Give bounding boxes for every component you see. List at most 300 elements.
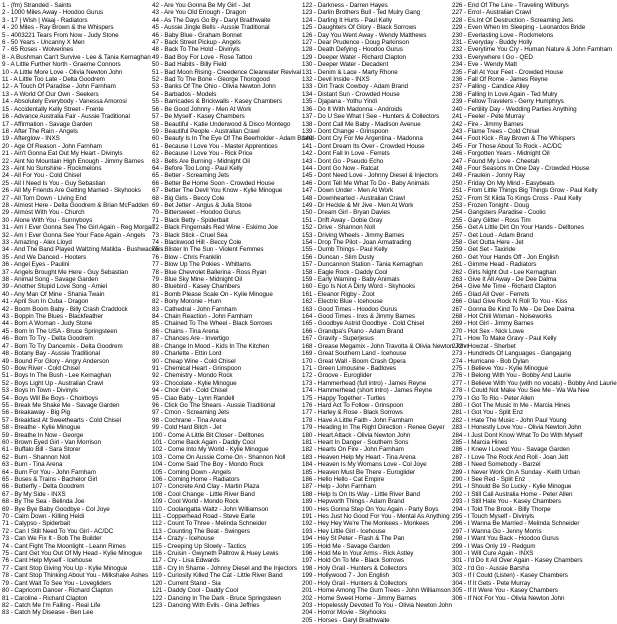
song-entry: 77 - Cant Stop Giving You Up - Kylie Minogue	[2, 564, 128, 572]
song-entry: 20 - Age Of Reason - John Farnham	[2, 142, 102, 150]
song-entry: 280 - I Got The Music In Me - Marcia Hines	[452, 401, 571, 409]
song-entry: 67 - By My Side - INXS	[2, 490, 66, 498]
song-entry: 177 - Harley & Rose - Black Sorrows	[302, 409, 403, 417]
song-entry: 239 - Fellow Travelers - Gerry Humphrys	[452, 98, 564, 106]
song-entry: 149 - Dr Heckle & Mr Jive - Men At Work	[302, 201, 414, 209]
song-entry: 204 - Horror Movie - Skyhooks	[302, 609, 386, 617]
song-entry: 175 - Happy Together - Turtles	[302, 394, 386, 402]
song-entry: 66 - Butterfly - Delta Goodrem	[2, 483, 85, 491]
song-entry: 99 - Cold Hard Bitch - Jet	[152, 424, 222, 432]
song-entry: 277 - I Believe With You (with no vocals) - Bobby And Laurie	[452, 379, 617, 387]
song-entry: 78 - Blue Chevrolet Ballerina - Ross Ryan	[152, 268, 267, 276]
song-entry: 227 - Errol - Australian Crawl	[452, 9, 531, 17]
song-entry: 232 - Everytime You Cry - Human Nature & John Farnham	[452, 46, 613, 54]
song-entry: 61 - Buffalo Bill - Sara Storer	[2, 446, 81, 454]
song-entry: 238 - Falling In Love Again - Ted Mulry	[452, 90, 558, 98]
song-entry: 143 - Dont Go - Pseudo Echo	[302, 157, 384, 165]
song-entry: 39 - Another Stupid Love Song - Amiel	[2, 283, 107, 291]
song-entry: 278 - I Could Not Make You See Me - Wa Wa Nee	[452, 387, 590, 395]
song-entry: 23 - Aint No Sunshine - Rockmelons	[2, 164, 102, 172]
song-entry: 158 - Eagle Rock - Daddy Cool	[302, 268, 388, 276]
song-entry: 59 - Breathe In Now - George	[2, 431, 84, 439]
song-entry: 111 - Copperhead Road - Steve Earle	[152, 513, 256, 521]
song-entry: 192 - Hey Hey We're The Monkees - Monkees	[302, 520, 430, 528]
song-entry: 88 - Change In Mood - Kids In The Kitchen	[152, 342, 270, 350]
song-entry: 159 - Early Warning - Baby Animals	[302, 276, 400, 284]
song-entry: 155 - Dumb Things - Paul Kelly	[302, 246, 388, 254]
song-entry: 63 - Bells Are Burning - Midnight Oil	[152, 157, 250, 165]
song-entry: 104 - Come Said The Boy - Mondo Rock	[152, 461, 264, 469]
song-entry: 264 - Give Me Time - Richard Clapton	[452, 283, 556, 291]
song-entry: 199 - Hollywood 7 - Jon English	[302, 572, 390, 580]
song-entry: 32 - Am I Ever Gonna See Your Face Again - Angels	[2, 231, 146, 239]
song-entry: 286 - I Knew I Loved You - Savage Garden	[452, 446, 570, 454]
song-entry: 243 - Flame Trees - Cold Chisel	[452, 127, 540, 135]
song-entry: 1 - (fm) Stranded - Saints	[2, 2, 72, 9]
song-entry: 294 - I Told The Brook - Billy Thorpe	[452, 505, 551, 513]
song-entry: 140 - Dont Cry For Me Argentina - Madonna	[302, 135, 423, 143]
song-entry: 251 - From Little Things Big Things Grow - Paul Kelly	[452, 187, 598, 195]
song-entry: 255 - Gary Glitter - Ross Tim	[452, 216, 531, 224]
song-entry: 90 - Cheap Wine - Cold Chisel	[152, 357, 236, 365]
song-entry: 102 - Come Into My World - Kylie Minogue	[152, 446, 269, 454]
song-entry: 139 - Dont Change - Grinspoon	[302, 127, 389, 135]
song-entry: 262 - Girls Night Out - Lee Kernaghan	[452, 268, 557, 276]
song-entry: 126 - Day You Went Away - Wendy Matthews	[302, 31, 427, 39]
song-entry: 96 - Click Go The Shears - Aussie Traditional	[152, 401, 276, 409]
song-entry: 11 - A Little Too Late - Delta Goodrem	[2, 76, 105, 84]
song-entry: 300 - I Will Cure Again - INXS	[452, 550, 534, 558]
song-entry: 30 - Alone With You - Sunnyboys	[2, 216, 93, 224]
song-entry: 292 - I Still Call Australia Home - Peter Allen	[452, 490, 573, 498]
song-entry: 135 - Djapana - Yothu Yindi	[302, 98, 377, 106]
song-entry: 129 - Deeper Water - Richard Clapton	[302, 53, 407, 61]
song-entry: 72 - Can I Still Need To You Girl - AC/DC	[2, 527, 114, 535]
song-entry: 128 - Death Defying - Hoodoo Gurus	[302, 46, 403, 54]
song-entry: 186 - Hello Hello - Cat Empire	[302, 476, 385, 483]
song-entry: 86 - Chains - Tina Arena	[152, 327, 219, 335]
song-entry: 244 - Foot Kick - Ray Brown & The Whispers	[452, 135, 576, 143]
song-entry: 121 - Daddy Cool - Daddy Cool	[152, 587, 239, 595]
song-entry: 256 - Get A Little Dirt On Your Hands - Delltones	[452, 224, 584, 232]
song-entry: 74 - Blackwood Hill - Beccy Cole	[152, 239, 242, 246]
song-entry: 168 - Grease Megamix - John Travolta & Olivia Newton John	[302, 342, 469, 350]
song-entry: 6 - 50 Years - Uncanny X Men	[2, 39, 85, 47]
song-entry: 47 - Born To Try Dancemix - Delta Goodrem	[2, 342, 123, 350]
song-entry: 36 - Angel Eyes - Paulini	[2, 261, 70, 269]
song-entry: 189 - Hepworth Things - Adam Brand	[302, 498, 405, 506]
song-entry: 19 - Afterglow - INXS	[2, 135, 60, 143]
song-entry: 296 - I Wanna Be Married - Melinda Schneider	[452, 520, 580, 528]
song-entry: 190 - Hes Gonna Step On You Again - Party Boys	[302, 505, 439, 513]
song-entry: 34 - And The Band Played Waltzing Matilda - Bushwackers	[2, 246, 164, 254]
song-entry: 249 - Fraulein - Jonny Ray	[452, 172, 525, 180]
song-entry: 281 - I Got You - Split Enz	[452, 409, 524, 417]
song-entry: 176 - Hard Act To Follow - Grinspoon	[302, 401, 404, 409]
song-entry: 134 - Distant Sun - Crowded House	[302, 90, 400, 98]
song-entry: 285 - I Marcia Hines	[452, 438, 508, 446]
song-entry: 156 - Duncan - Slim Dusty	[302, 253, 375, 261]
song-entry: 55 - Barricades & Brickwalls - Kasey Chambers	[152, 98, 283, 106]
song-entry: 229 - Even When Im Sleeping - Leonardos Bride	[452, 24, 586, 32]
song-entry: 65 - Better - Screaming Jets	[152, 172, 229, 180]
song-entry: 246 - Forgotten Years - Midnight Oil	[452, 150, 550, 158]
song-entry: 191 - Hes Just No Good For You - Mental As Anything	[302, 513, 450, 521]
song-entry: 164 - Good Times - Inxs & Jimmy Barnes	[302, 313, 415, 321]
song-entry: 267 - Gonna Be Kind To Me - De Dee Dalma	[452, 305, 575, 313]
song-entry: 45 - Aussie Jingle Bells - Aussie Traditional	[152, 24, 270, 32]
song-entry: 97 - Cmon - Screaming Jets	[152, 409, 230, 417]
song-entry: 197 - Hold On To Me - Black Sorrows	[302, 557, 405, 565]
song-entry: 43 - Are You Old Enough - Dragon	[152, 9, 246, 17]
song-entry: 58 - Breathe - Kylie Minogue	[2, 424, 81, 432]
song-entry: 266 - Glad Give Rock N Roll To You - Kiss	[452, 298, 568, 306]
song-entry: 37 - Angels Brought Me Here - Guy Sebastian	[2, 268, 128, 276]
song-entry: 183 - Heaven Help My Heart - Tina Arena	[302, 453, 416, 461]
song-entry: 195 - Hold Me - Savage Garden	[302, 542, 390, 550]
song-entry: 265 - Glad All Over - Ferrets	[452, 290, 530, 298]
song-entry: 113 - Counting The Beat - Swingers	[152, 527, 250, 535]
song-entry: 17 - Affirmation - Savage Garden	[2, 120, 93, 128]
song-entry: 8 - A Bushman Can't Survive - Lee & Tania Kernaghan	[2, 53, 151, 61]
song-entry: 100 - Come A Little Bit Closer - Delltones	[152, 431, 264, 439]
song-entry: 94 - Choir Girl - Cold Chisel	[152, 387, 228, 395]
song-entry: 57 - Breakfast At Sweethearts - Cold Chisel	[2, 416, 121, 424]
song-entry: 133 - Dirt Track Cowboy - Adam Brand	[302, 83, 408, 91]
song-entry: 66 - Better Be Home Soon - Crowded House	[152, 179, 275, 187]
song-entry: 48 - Back To The Hold - Divinyls	[152, 46, 240, 54]
song-entry: 50 - Bad Habits - Billy Field	[152, 61, 227, 69]
song-entry: 95 - Ciao Baby - Lynn Randell	[152, 394, 235, 402]
song-entry: 198 - Holy Grail - Hunters & Collectors	[302, 564, 408, 572]
song-entry: 119 - Curiosity Killed The Cat - Little River Band	[152, 572, 283, 580]
song-entry: 142 - Dont Fall In Love - Ferrets	[302, 150, 390, 158]
song-entry: 165 - Goodbye Astrid Goodbye - Cold Chisel	[302, 320, 425, 328]
song-entry: 172 - Groove - Euroglider	[302, 372, 372, 380]
song-entry: 71 - Black Betty - Spiderbait	[152, 216, 229, 224]
song-entry: 70 - Bittersweet - Hoodoo Gurus	[152, 209, 241, 217]
song-entry: 145 - Dont Need Love - Johnny Diesel & Injectors	[302, 172, 438, 180]
song-entry: 76 - Blow - Chris Franklin	[152, 253, 222, 261]
song-entry: 187 - Help - John Farnham	[302, 483, 376, 491]
song-entry: 110 - Coolangatta Waltz - John Williamson	[152, 505, 269, 513]
song-entry: 293 - I Still Hate You - Kasey Chambers	[452, 498, 562, 506]
song-entry: 81 - Bomb Please Scale On - Kylie Minogue	[152, 290, 273, 298]
song-entry: 103 - Come On Aussie Come On - Shannon Noll	[152, 453, 286, 461]
song-entry: 194 - Hey St Peter - Flash & The Pan	[302, 535, 405, 543]
song-entry: 283 - I Honestly Love You - Olivia Newton John	[452, 424, 582, 432]
song-entry: 272 - Howzat - Sherbet	[452, 342, 516, 350]
song-entry: 146 - Dont Tell Me What To Do - Baby Animals	[302, 179, 430, 187]
song-entry: 257 - Get Loud - Adam Brand	[452, 231, 533, 239]
song-entry: 82 - Bony Moronie - Hurn	[152, 298, 222, 306]
song-entry: 80 - Capricorn Dancer - Richard Clapton	[2, 587, 113, 595]
song-entry: 202 - Home Sweet Home - Jimmy Barnes	[302, 594, 417, 602]
song-entry: 295 - I Touch Myself - Divinyls	[452, 513, 534, 521]
song-entry: 51 - Bad Moon Rising - Creedence Clearwater Revival	[152, 68, 301, 76]
song-entry: 69 - Bet Jetter - Angus & Julia Stone	[152, 201, 252, 209]
song-entry: 268 - Hot Chili Woman - Noiseworks	[452, 313, 552, 321]
song-entry: 107 - Concrete And Clay - Martin Plaza	[152, 483, 260, 491]
song-entry: 263 - Give It All Away - De Dee Dalma	[452, 276, 557, 284]
song-entry: 170 - Great Wall - Boom Crash Opera	[302, 357, 406, 365]
song-entry: 78 - Cant Stop Thinking About You - Milkshake Ashes	[2, 572, 149, 580]
song-entry: 123 - Dancing With Evils - Gina Jeffries	[152, 601, 260, 609]
song-entry: 188 - Help Is On Its Way - Little River Band	[302, 490, 420, 498]
song-entry: 253 - Frozen Tonight - Doug	[452, 201, 529, 209]
song-entry: 178 - Have A Little Faith - John Farnham	[302, 416, 414, 424]
song-entry: 242 - Fire - Jimmy Barnes	[452, 120, 524, 128]
song-entry: 22 - Aint No Mountain High Enough - Jimmy Barnes	[2, 157, 144, 165]
song-entry: 298 - I Want You Back - Hoodoo Gurus	[452, 535, 559, 543]
song-entry: 182 - Hearts On Fire - John Farnham	[302, 446, 404, 454]
song-entry: 122 - Darkness - Darren Hayes	[302, 2, 388, 9]
song-entry: 231 - Everyday - Buddy Holly	[452, 39, 533, 47]
song-entry: 205 - Horses - Daryl Braithwaite	[302, 616, 390, 624]
song-entry: 235 - Fall At Your Feet - Crowded House	[452, 68, 564, 76]
song-entry: 74 - Cant Fight The Moonlight - Leann Rimes	[2, 542, 126, 550]
song-entry: 274 - Hurricane - Bob Dylan	[452, 357, 529, 365]
song-entry: 261 - Gimme Head - Radiators	[452, 261, 537, 269]
song-entry: 81 - Caroline - Richard Clapton	[2, 594, 88, 602]
song-entry: 141 - Dont Dream Its Over - Crowded House	[302, 142, 425, 150]
song-entry: 115 - Creeping Up Slowly - Tactics	[152, 542, 246, 550]
song-entry: 136 - Do It With Madonna - Androids	[302, 105, 403, 113]
song-entry: 203 - Hopelessly Devoted To You - Olivia Newton John	[302, 601, 452, 609]
song-entry: 269 - Hot Girl - Jimmy Barnes	[452, 320, 534, 328]
song-entry: 131 - Denim & Lace - Marty Rhone	[302, 68, 398, 76]
song-entry: 114 - Crazy - Icehouse	[152, 535, 215, 543]
song-entry: 173 - Hammerhead (full intro) - James Reyne	[302, 379, 427, 387]
song-entry: 305 - If It Were You - Kasey Chambers	[452, 587, 558, 595]
song-entry: 259 - Get Set - Taxiride	[452, 246, 516, 254]
song-entry: 53 - Boys In Town - Divinyls	[2, 387, 78, 395]
song-entry: 82 - Catch Me I'm Falling - Real Life	[2, 601, 101, 609]
song-entry: 14 - Absolutely Everybody - Vanessa Amorosi	[2, 98, 127, 106]
song-entry: 59 - Beautiful People - Australian Crawl	[152, 127, 260, 135]
song-entry: 73 - Black Stick - Cruel Sea	[152, 231, 228, 239]
song-column-1	[2, 2, 164, 617]
song-entry: 54 - Boys Will Be Boys - Choirboys	[2, 394, 98, 402]
song-entry: 44 - Born A Woman - Judy Stone	[2, 320, 93, 328]
song-entry: 275 - I Believe You - Kylie Minogue	[452, 364, 548, 372]
song-entry: 245 - For Those About To Rock - AC/DC	[452, 142, 562, 150]
song-entry: 167 - Gravity - Superjesus	[302, 335, 374, 343]
song-entry: 18 - After The Rain - Angels	[2, 127, 78, 135]
song-entry: 42 - Are You Gonna Be My Girl - Jet	[152, 2, 251, 9]
song-entry: 174 - Hammerhead (short intro) - James Reyne	[302, 387, 433, 395]
song-entry: 273 - Hundreds Of Languages - Gangajang	[452, 350, 572, 358]
song-entry: 116 - Cruisin - Gwyneth Paltrow & Huey Lewis	[152, 550, 279, 558]
song-entry: 101 - Come Back Again - Daddy Cool	[152, 438, 255, 446]
song-entry: 54 - Barbados - Models	[152, 90, 217, 98]
song-entry: 258 - Get Outta Here - Jet	[452, 239, 524, 246]
song-entry: 106 - Coming Home - Radiators	[152, 476, 240, 483]
song-entry: 252 - From St Kilda To Kings Cross - Paul Kelly	[452, 194, 582, 202]
song-entry: 234 - Eve - Wendy Matt	[452, 61, 517, 69]
song-entry: 254 - Gangsters Paradise - Coolio	[452, 209, 546, 217]
song-entry: 60 - Brown Eyed Girl - Van Morrison	[2, 438, 101, 446]
song-entry: 161 - Eleanor Rigby - Zoot	[302, 290, 375, 298]
song-entry: 144 - Dont Go Now - Ratcat	[302, 164, 379, 172]
song-entry: 154 - Drop The Pilot - Joan Armatrading	[302, 239, 412, 246]
song-entry: 68 - Big Girls - Beccy Cole	[152, 194, 225, 202]
song-entry: 38 - Animal Song - Savage Garden	[2, 276, 99, 284]
song-entry: 98 - Cochrane - Tina Arena	[152, 416, 227, 424]
song-entry: 105 - Coming Down - Angels	[152, 468, 231, 476]
song-entry: 52 - Bad To The Bone - George Thorogood	[152, 76, 270, 84]
song-entry: 291 - I Should Be So Lucky - Kylie Minogue	[452, 483, 572, 491]
song-entry: 270 - Hot Sex - Nick Lowe	[452, 327, 524, 335]
song-entry: 301 - I'd Do It All Over Again - Kasey Chambers	[452, 557, 583, 565]
song-entry: 41 - April Sun In Cuba - Dragon	[2, 298, 89, 306]
song-entry: 250 - Friday On My Mind - Easybeats	[452, 179, 555, 187]
song-entry: 127 - Dear Prudence - Doug Parkinson	[302, 39, 410, 47]
song-entry: 64 - Burn For You - John Farnham	[2, 468, 96, 476]
song-entry: 55 - Break Me Shake Me - Savage Garden	[2, 401, 120, 409]
song-entry: 75 - Blister In The Sun - Violent Femmes	[152, 246, 264, 254]
song-entry: 248 - Four Seasons In One Day - Crowded House	[452, 164, 590, 172]
song-column-3	[302, 2, 469, 624]
song-column-4	[452, 2, 617, 602]
song-entry: 118 - Cry In Shame - Johnny Diesel and the Injectors	[152, 564, 297, 572]
song-entry: 289 - I Never Work On A Sunday - Keith Urban	[452, 468, 580, 476]
song-entry: 201 - Home Among The Gum Trees - John Williamson	[302, 587, 451, 595]
song-entry: 290 - I See Red - Split Enz	[452, 476, 526, 483]
song-entry: 72 - Black Fingernails Red Wine - Eskimo Joe	[152, 224, 278, 232]
song-entry: 284 - I Just Dont Know What To Do With Myself	[452, 431, 583, 439]
song-entry: 46 - Born To Try - Delta Goodrem	[2, 335, 94, 343]
song-entry: 62 - Burn - Shannon Noll	[2, 453, 71, 461]
song-entry: 73 - Can We Fix It - Bob The Builder	[2, 535, 102, 543]
song-entry: 44 - As The Days Go By - Daryl Braithwaite	[152, 16, 271, 24]
song-entry: 12 - A Touch Of Paradise - John Farnham	[2, 83, 116, 91]
song-entry: 89 - Charlette - Ettin Lord	[152, 350, 222, 358]
song-entry: 288 - I Need Somebody - Barzel	[452, 461, 541, 469]
song-entry: 15 - Accidentally Kelly Street - Frente	[2, 105, 104, 113]
song-entry: 49 - Bound For Glory - Angry Anderson	[2, 357, 110, 365]
song-entry: 16 - Advance Australia Fair - Aussie Traditional	[2, 113, 130, 121]
song-entry: 276 - I Belong With You - Bobby And Laurie	[452, 372, 572, 380]
song-entry: 29 - Almost With You - Church	[2, 209, 85, 217]
song-entry: 49 - Bad Boy For Love - Rose Tattoo	[152, 53, 253, 61]
song-entry: 91 - Chemical Heart - Grinspoon	[152, 364, 242, 372]
song-entry: 179 - Heading In The Right Direction - Renee Geyer	[302, 424, 445, 432]
song-entry: 152 - Drive - Shannon Noll	[302, 224, 375, 232]
song-entry: 84 - Chain Reaction - John Farnham	[152, 313, 253, 321]
song-entry: 63 - Burn - Tina Arena	[2, 461, 63, 469]
song-entry: 31 - Am I Ever Gonna See The Girl Again - Reg Morgan	[2, 224, 155, 232]
song-entry: 51 - Boys In The Bush - Lee Kernaghan	[2, 372, 112, 380]
song-entry: 169 - Great Southern Land - Icehouse	[302, 350, 407, 358]
song-entry: 171 - Green Limousine - Badloves	[302, 364, 396, 372]
song-entry: 87 - Chances Are - Invertigo	[152, 335, 230, 343]
song-entry: 163 - Good Times - Hoodoo Gurus	[302, 305, 398, 313]
song-entry: 56 - Be Good Johnny - Men At Work	[152, 105, 252, 113]
song-entry: 40 - Any Man Of Mine - Shania Twain	[2, 290, 105, 298]
song-entry: 83 - Cathedral - John Farnham	[152, 305, 237, 313]
song-entry: 3 - 17 | Wish | Waaj - Radiators	[2, 16, 88, 24]
song-entry: 79 - Cant Wait To See You - Lovegliders	[2, 579, 112, 587]
song-entry: 241 - Feeler - Pete Murray	[452, 113, 525, 121]
song-entry: 56 - Breakaway - Big Pig	[2, 409, 71, 417]
song-entry: 79 - Blue Sky Mine - Midnight Oil	[152, 276, 243, 284]
song-entry: 43 - Boppin The Blues - Blackfeather	[2, 313, 103, 321]
song-entry: 58 - Beautiful - Katie Underwood & Disco Montego	[152, 120, 291, 128]
song-entry: 93 - Chocolate - Kylie Minogue	[152, 379, 237, 387]
song-entry: 302 - I'd Go - Aussie Barsha	[452, 564, 530, 572]
song-entry: 28 - Almost Here - Delta Goodrem & Brian McFadden	[2, 201, 149, 209]
song-entry: 226 - End Of The Line - Traveling Wilburys	[452, 2, 569, 9]
song-entry: 4 - 20 Miles - Ray Brown & the Whispers	[2, 24, 114, 32]
song-entry: 71 - Calypso - Spiderbait	[2, 520, 71, 528]
song-entry: 7 - 65 Roses - Wolverines	[2, 46, 74, 54]
song-entry: 117 - Cry - Lisa Edwards	[152, 557, 220, 565]
song-entry: 157 - Duncannon Station - Tania Kernaghan	[302, 261, 423, 269]
song-entry: 83 - Catch My Disease - Ben Lee	[2, 609, 94, 617]
song-entry: 153 - Driving Wheels - Jimmy Barnes	[302, 231, 405, 239]
song-entry: 75 - Cant Get You Out Of My Head - Kylie Minogue	[2, 550, 143, 558]
song-entry: 68 - By The Sea - Belinda Joe	[2, 498, 85, 506]
song-entry: 151 - Drift Away - Dobie Gray	[302, 216, 383, 224]
song-entry: 185 - Heaven Must Be There - Euroglider	[302, 468, 416, 476]
song-entry: 260 - Get Your Hands Off - Jon English	[452, 253, 559, 261]
song-entry: 45 - Born In The USA - Bruce Springsteen	[2, 327, 118, 335]
song-entry: 77 - Blow Up The Pokies - Whitlams	[152, 261, 251, 269]
song-entry: 65 - Buses & Trains - Bachelor Girl	[2, 476, 98, 483]
song-entry: 62 - Because I Love You - Rick Price	[152, 150, 253, 158]
song-entry: 48 - Botany Bay - Aussie Traditional	[2, 350, 100, 358]
song-entry: 180 - Heart Attack - Olivia Newton John	[302, 431, 411, 439]
song-entry: 80 - Bluebird - Kasey Chambers	[152, 283, 241, 291]
song-entry: 26 - All My Friends Are Getting Married - Skyhooks	[2, 187, 141, 195]
song-entry: 228 - Es.Int Of Destruction - Screaming Jets	[452, 16, 573, 24]
song-entry: 130 - Deeper Water - Decadent	[302, 61, 389, 69]
song-entry: 67 - Better The Devil You Know - Kylie Minogue	[152, 187, 283, 195]
song-entry: 150 - Dream Girl - Bryan Davies	[302, 209, 391, 217]
song-entry: 35 - And We Danced - Hooters	[2, 253, 87, 261]
song-entry: 13 - A World Of Our Own - Seekers	[2, 90, 99, 98]
song-entry: 297 - I Wanna Go - Jenny Morris	[452, 527, 542, 535]
song-entry: 25 - All I Need Is You - Guy Sebastian	[2, 179, 106, 187]
song-entry: 76 - Cant Help Myself - Icehouse	[2, 557, 93, 565]
song-entry: 27 - All Torn Down - Living End	[2, 194, 87, 202]
song-entry: 64 - Before Too Long - Paul Kelly	[152, 164, 243, 172]
song-entry: 69 - Bye Bye Baby Goodbye - Col Joye	[2, 505, 110, 513]
song-entry: 196 - Hold Me In Your Arms - Rick Astley	[302, 550, 414, 558]
song-entry: 181 - Heart In Danger - Southern Sons	[302, 438, 409, 446]
song-entry: 184 - Heaven Is My Womans Love - Col Joye	[302, 461, 427, 469]
song-entry: 160 - Ego Is Not A Dirty Word - Skyhooks	[302, 283, 416, 291]
song-entry: 236 - Fall Of Rome - James Reyne	[452, 76, 548, 84]
song-entry: 304 - If It Gets - Pete Murray	[452, 579, 531, 587]
song-entry: 5 - 4003221 Tears From Now - Judy Stone	[2, 31, 119, 39]
song-entry: 108 - Cool Change - Little River Band	[152, 490, 255, 498]
song-entry: 47 - Back Street Pickup - Angels	[152, 39, 241, 47]
song-entry: 53 - Banks Of The Ohio - Olivia Newton John	[152, 83, 276, 91]
song-entry: 132 - Devil Inside - INXS	[302, 76, 370, 84]
song-entry: 61 - Because I Love You - Master Apprentices	[152, 142, 278, 150]
song-entry: 92 - Chemistry - Mondo Rock	[152, 372, 233, 380]
song-entry: 112 - Count To Three - Melinda Schneider	[152, 520, 267, 528]
song-entry: 33 - Amazing - Alex Lloyd	[2, 239, 72, 246]
song-entry: 46 - Baby Blue - Graham Bonnet	[152, 31, 242, 39]
song-entry: 200 - Holy Grail - Hunters & Collectors	[302, 579, 408, 587]
song-entry: 120 - Current Stand - Sia	[152, 579, 221, 587]
song-entry: 123 - Darlin Brothers Bull - Ted Mulry Gang	[302, 9, 421, 17]
song-entry: 10 - A Little More Love - Olivia Newton John	[2, 68, 123, 76]
song-entry: 230 - Everlasting Love - Rockmelons	[452, 31, 554, 39]
